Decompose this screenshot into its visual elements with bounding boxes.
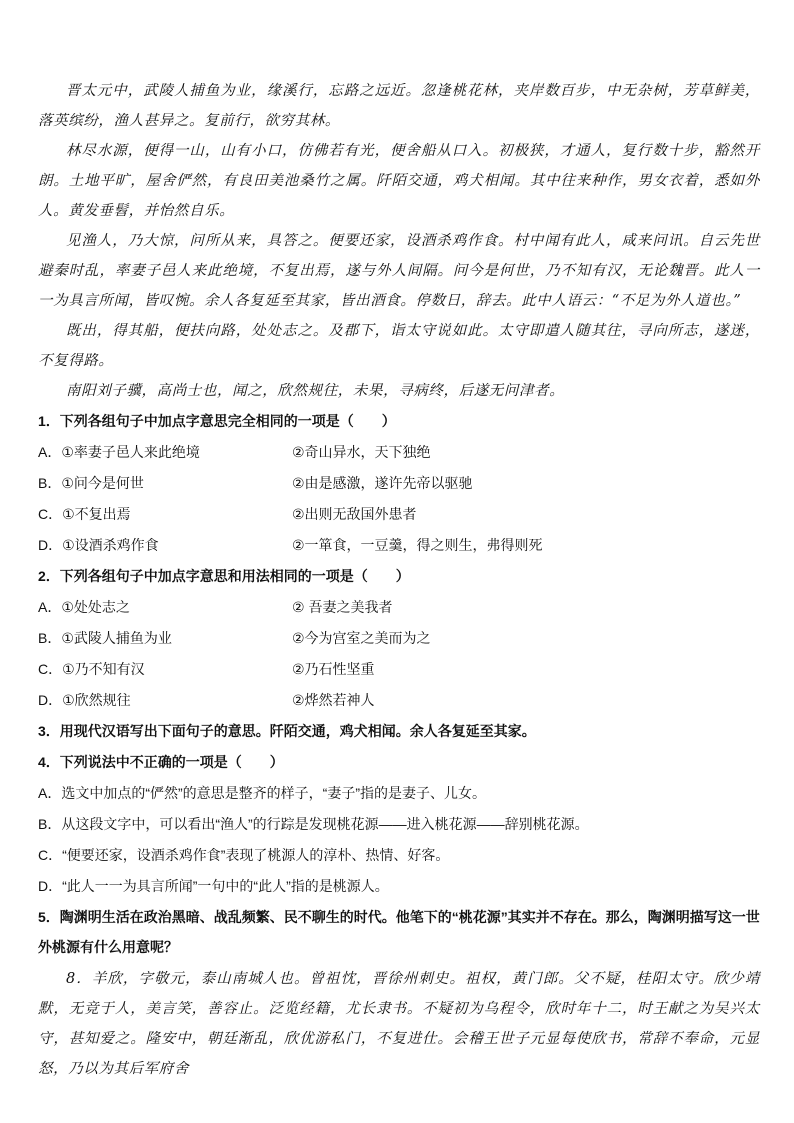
passage-paragraph-1: 晋太元中，武陵人捕鱼为业，缘溪行，忘路之远近。忽逢桃花林，夹岸数百步，中无杂树，芳草鲜美，落英缤纷，渔人甚异之。复前行，欲穷其林。: [38, 83, 760, 129]
passage-paragraph-5: 南阳刘子骥，高尚士也，闻之，欣然规往，未果，寻病终，后遂无问津者。: [66, 383, 565, 399]
question-2-option-a: [38, 592, 760, 623]
question-4: [38, 747, 760, 902]
question-1-option-a: [38, 437, 760, 468]
option-right: ②奇山异水，天下独绝: [292, 444, 431, 460]
option-right: ②出则无敌国外患者: [292, 506, 417, 522]
question-1-stem: 1．下列各组句子中加点字意思完全相同的一项是（ ）: [38, 413, 396, 429]
question-2-option-b: [38, 623, 760, 654]
option-right: ②由是感激，遂许先帝以驱驰: [292, 475, 473, 491]
option-left: A．①处处志之: [38, 599, 130, 615]
question-2: [38, 561, 760, 716]
question-4-option-c: C．“便要还家，设酒杀鸡作食”表现了桃源人的淳朴、热情、好客。: [38, 847, 450, 863]
option-right: ②乃石性坚重: [292, 661, 375, 677]
option-right: ②烨然若神人: [292, 692, 375, 708]
option-right: ②今为宫室之美而为之: [292, 630, 431, 646]
option-left: A．①率妻子邑人来此绝境: [38, 444, 200, 460]
question-1: [38, 406, 760, 561]
question-1-option-c: [38, 499, 760, 530]
question-3: [38, 716, 760, 747]
option-left: D．①设酒杀鸡作食: [38, 537, 159, 553]
question-1-option-d: [38, 530, 760, 561]
option-left: C．①乃不知有汉: [38, 661, 145, 677]
second-passage-text: 8．羊欣，字敬元，泰山南城人也。曾祖忱，晋徐州刺史。祖权，黄门郎。父不疑，桂阳太守。欣少靖默，无竞于人，美言笑，善容止。泛览经籍，尤长隶书。不疑初为乌程令，欣时年十二，时王献之为吴兴太守，甚知爱之。隆安中，朝廷渐乱，欣优游私门，不复进仕。会稽王世子元显每使欣书，常辞不奉命，元显怒，乃以为其后军府舍: [38, 971, 760, 1077]
question-4-option-d: D．“此人一一为具言所闻”一句中的“此人”指的是桃源人。: [38, 878, 389, 894]
option-left: D．①欣然规往: [38, 692, 131, 708]
question-3-stem: 3．用现代汉语写出下面句子的意思。阡陌交通，鸡犬相闻。余人各复延至其家。: [38, 723, 536, 739]
passage-paragraph-4: 既出，得其船，便扶向路，处处志之。及郡下，诣太守说如此。太守即遣人随其往，寻向所志，遂迷，不复得路。: [38, 323, 760, 369]
question-4-stem: 4．下列说法中不正确的一项是（ ）: [38, 754, 284, 770]
second-passage: [38, 964, 760, 1084]
question-5: [38, 902, 760, 962]
passage-paragraph-2: 林尽水源，便得一山，山有小口，仿佛若有光，便舍船从口入。初极狭，才通人，复行数十步，豁然开朗。土地平旷，屋舍俨然，有良田美池桑竹之属。阡陌交通，鸡犬相闻。其中往来种作，男女衣着，悉如外人。黄发垂髫，并怡然自乐。: [38, 143, 760, 219]
passage-paragraph-3: 见渔人，乃大惊，问所从来，具答之。便要还家，设酒杀鸡作食。村中闻有此人，咸来问讯。自云先世避秦时乱，率妻子邑人来此绝境，不复出焉，遂与外人间隔。问今是何世，乃不知有汉，无论魏晋。此人一一为具言所闻，皆叹惋。余人各复延至其家，皆出酒食。停数日，辞去。此中人语云：“不足为外人道也。”: [38, 233, 760, 309]
question-5-stem: 5．陶渊明生活在政治黑暗、战乱频繁、民不聊生的时代。他笔下的“桃花源”其实并不存在。那么，陶渊明描写这一世外桃源有什么用意呢？: [38, 909, 760, 955]
classical-passage: [38, 76, 760, 406]
option-left: B．①武陵人捕鱼为业: [38, 630, 172, 646]
question-2-option-d: [38, 685, 760, 716]
question-1-option-b: [38, 468, 760, 499]
option-right: ②一箪食，一豆羹，得之则生，弗得则死: [292, 537, 543, 553]
option-left: B．①问今是何世: [38, 475, 144, 491]
question-2-option-c: [38, 654, 760, 685]
option-right: ② 吾妻之美我者: [292, 599, 393, 615]
question-2-stem: 2．下列各组句子中加点字意思和用法相同的一项是（ ）: [38, 568, 410, 584]
question-4-option-b: B．从这段文字中，可以看出“渔人”的行踪是发现桃花源——进入桃花源——辞别桃花源。: [38, 816, 589, 832]
option-left: C．①不复出焉: [38, 506, 131, 522]
document-page: [38, 76, 760, 1084]
question-4-option-a: A．选文中加点的“俨然”的意思是整齐的样子，“妻子”指的是妻子、儿女。: [38, 785, 486, 801]
